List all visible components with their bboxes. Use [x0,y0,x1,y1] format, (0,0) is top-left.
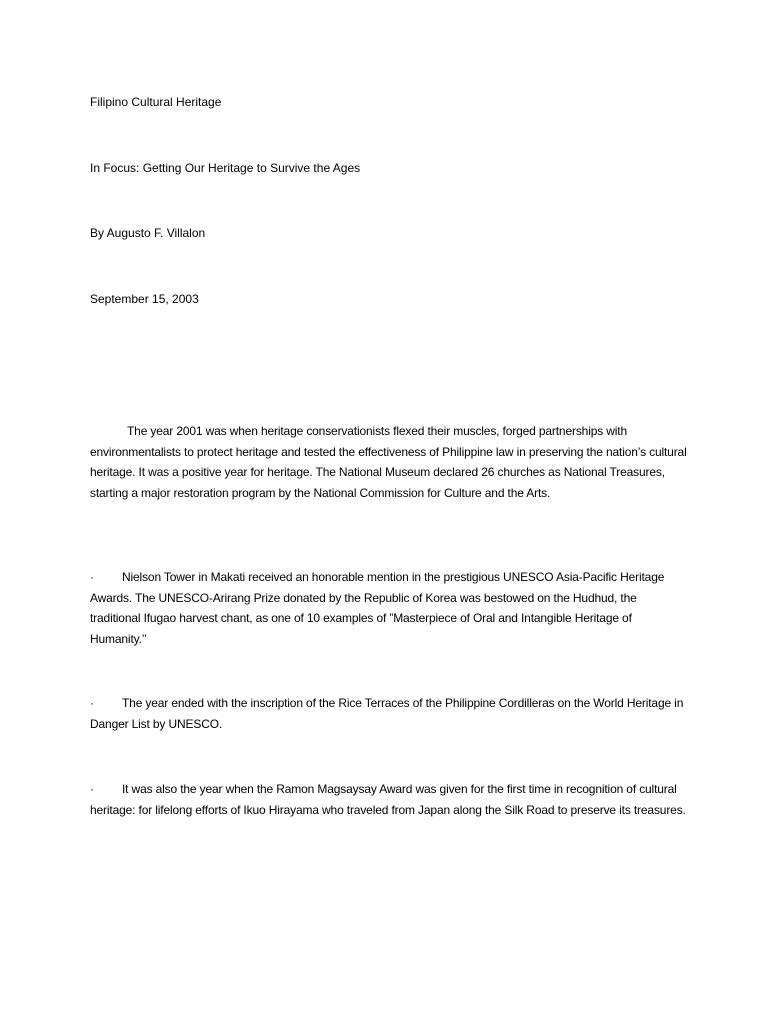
list-item [90,567,690,649]
article-byline: By Augusto F. Villalon [90,226,206,240]
article-date: September 15, 2003 [90,292,199,306]
bullet-symbol: · [90,570,94,584]
intro-paragraph [90,421,690,503]
list-item-text: Nielson Tower in Makati received an honorable mention in the prestigious UNESCO Asia-Pacific Heritage Awards. The UNESCO-Arirang Prize donated by the Republic of Korea was bestowed on the Hudhud, the traditional Ifugao harvest chant, as one of 10 examples of ”Masterpiece of Oral and Intangible Heritage of Humanity.’’ [90,570,665,646]
list-item-text: The year ended with the inscription of the Rice Terraces of the Philippine Cordilleras on the World Heritage in Danger List by UNESCO. [90,696,684,731]
list-item-text: It was also the year when the Ramon Magsaysay Award was given for the first time in recognition of cultural heritage: for lifelong efforts of Ikuo Hirayama who traveled from Japan along the Silk Road to preserve its treasures. [90,782,686,817]
bullet-symbol: · [90,696,94,710]
document-header: Filipino Cultural Heritage [90,95,222,109]
list-item [90,779,690,820]
list-item [90,693,690,734]
intro-text: The year 2001 was when heritage conservationists flexed their muscles, forged partnerships with environmentalists to protect heritage and tested the effectiveness of Philippine law in preserving the nation’s cultural heritage. It was a positive year for heritage. The National Museum declared 26 churches as National Treasures, starting a major restoration program by the National Commission for Culture and the Arts. [90,424,687,500]
bullet-symbol: · [90,782,94,796]
article-headline: In Focus: Getting Our Heritage to Survive the Ages [90,161,361,175]
